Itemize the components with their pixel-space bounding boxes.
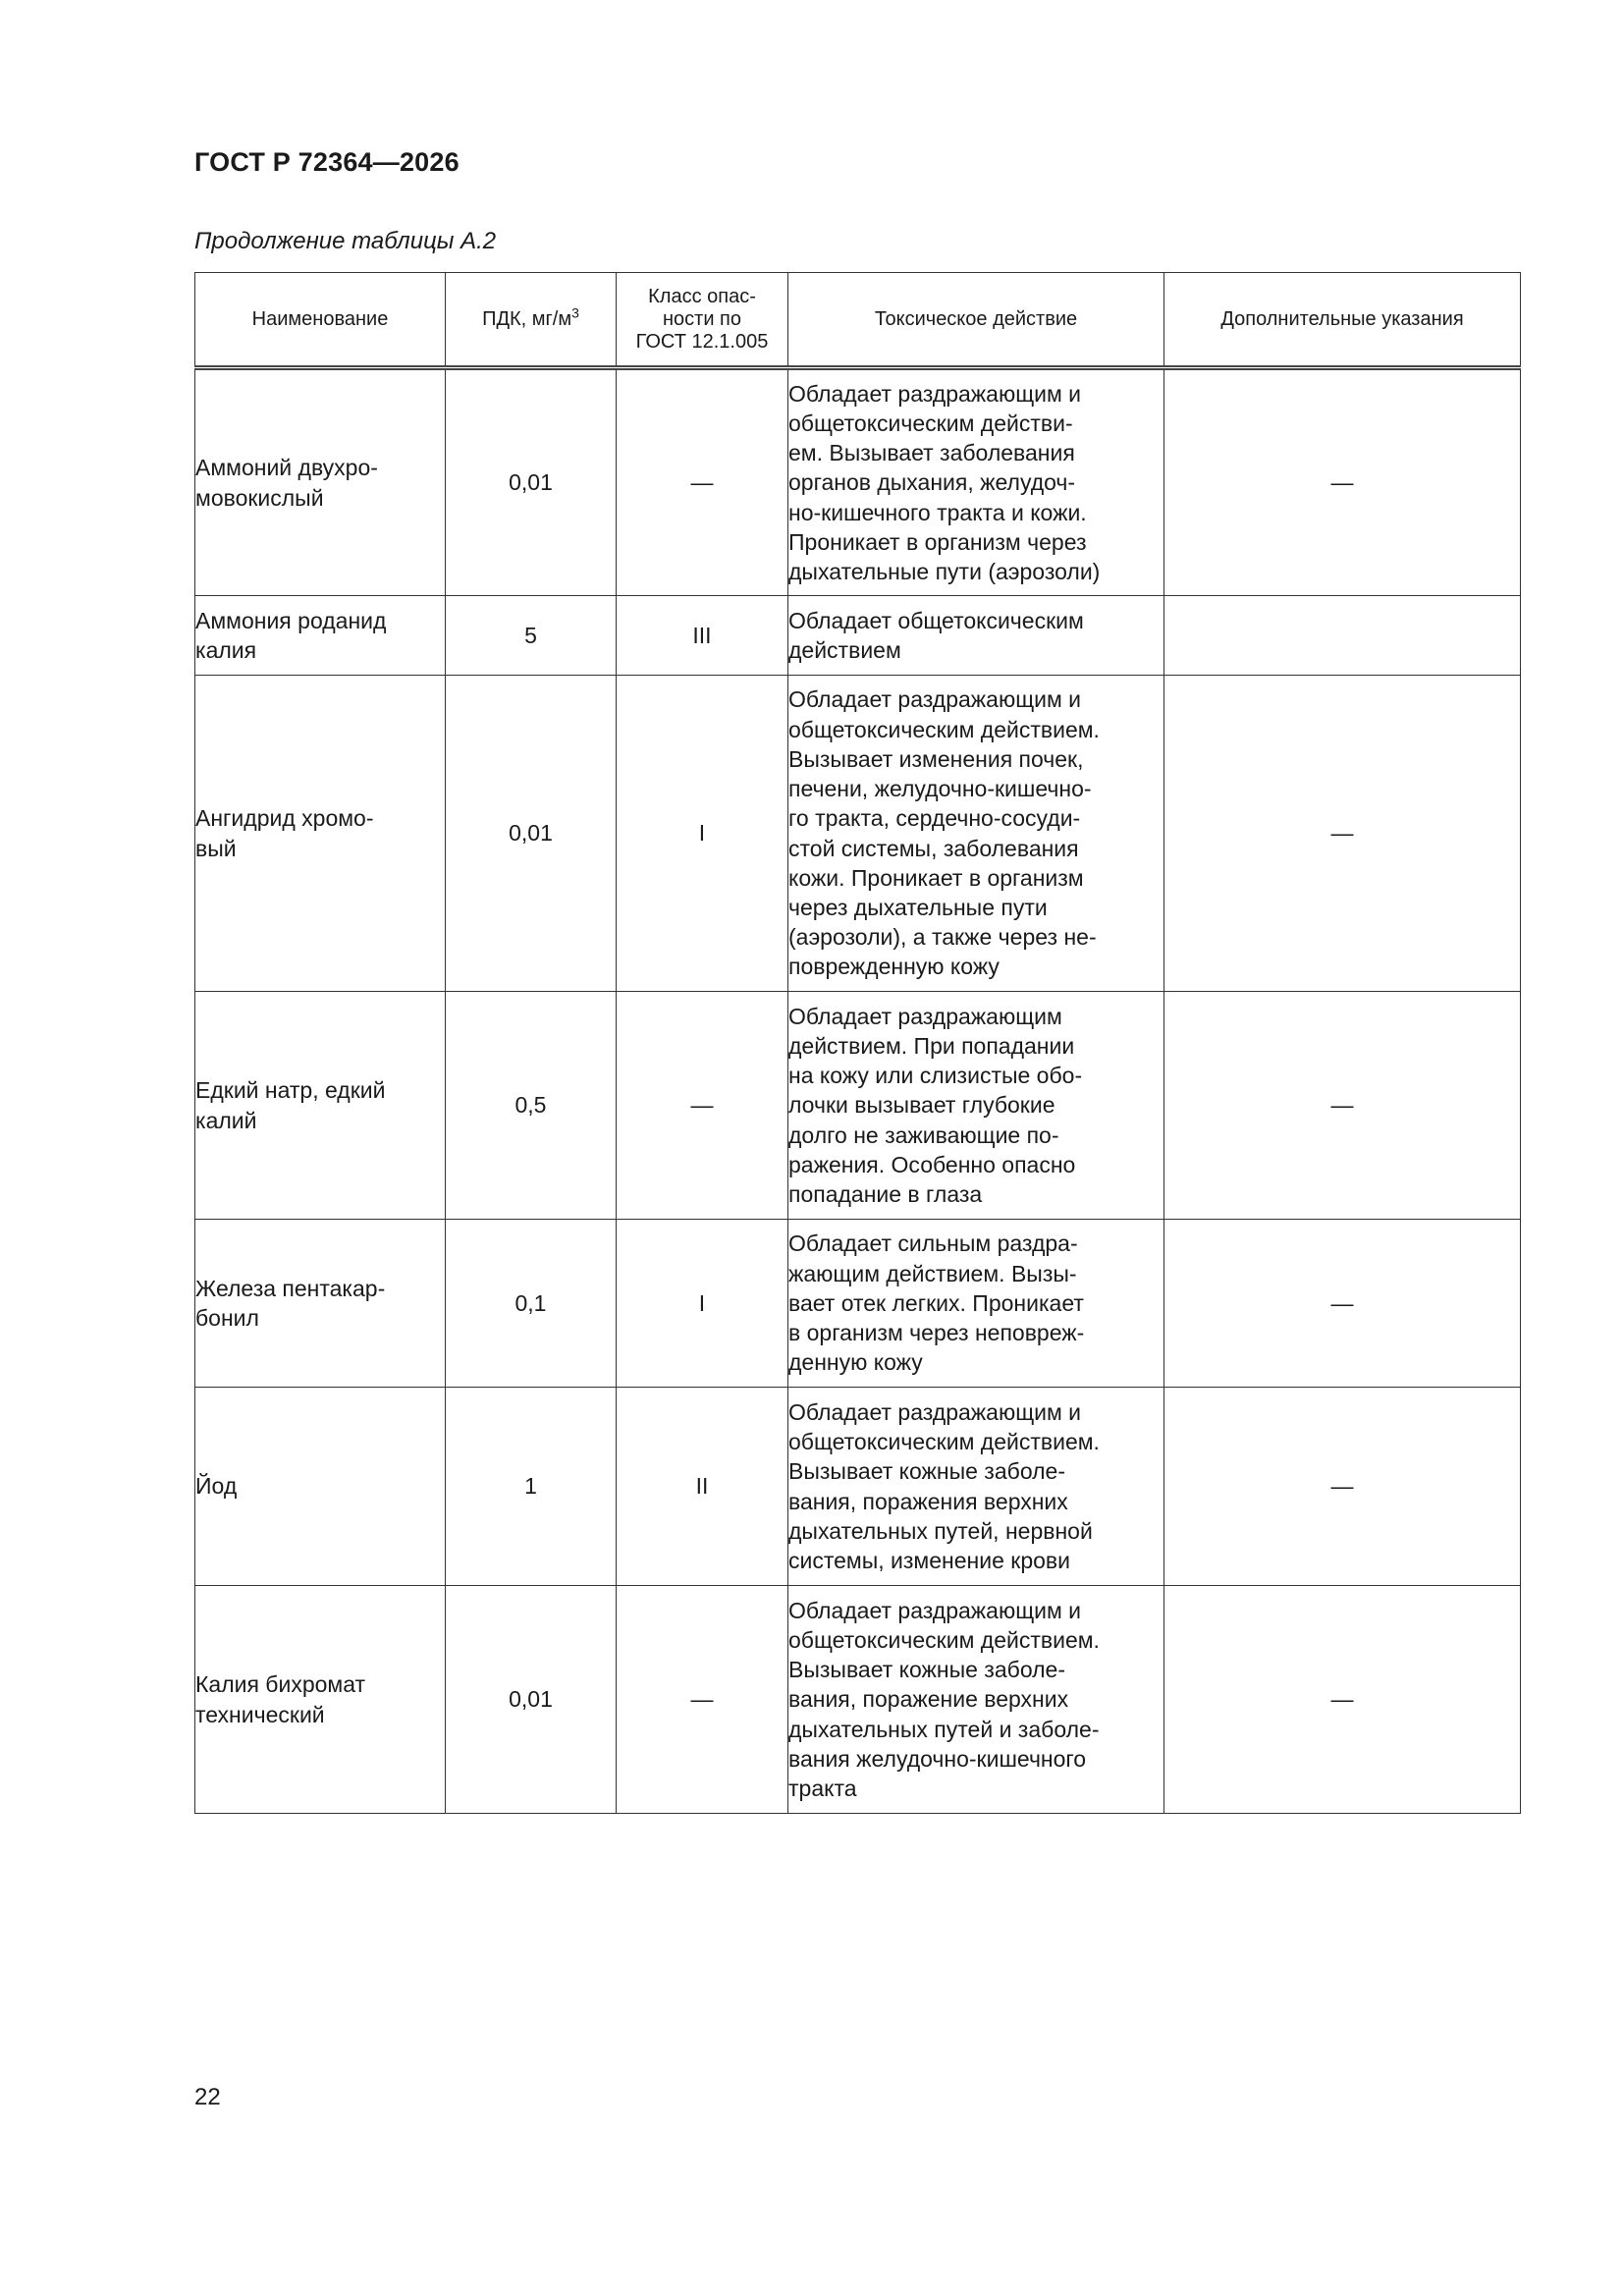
table-header-row — [195, 273, 1521, 368]
cell-notes: — — [1164, 1220, 1521, 1388]
cell-hazard-class: — — [617, 1586, 788, 1814]
cell-notes: — — [1164, 676, 1521, 992]
cell-toxic-action: Обладает раздражающим и общетоксическим действи- ем. Вызывает заболевания органов дыхания, желудоч- но-кишечного тракта и кожи. Проникает в организм через дыхательные пути (аэрозоли) — [788, 368, 1164, 596]
table-row — [195, 1586, 1521, 1814]
cell-hazard-class: I — [617, 1220, 788, 1388]
document-code: ГОСТ Р 72364—2026 — [194, 147, 460, 177]
cell-pdk: 5 — [446, 596, 617, 676]
cell-toxic-action: Обладает раздражающим действием. При попадании на кожу или слизистые обо- лочки вызывает глубокие долго не заживающие по- ражения. Особенно опасно попадание в глаза — [788, 992, 1164, 1220]
cell-pdk: 0,01 — [446, 368, 617, 596]
header-hazard-class: Класс опас- ности по ГОСТ 12.1.005 — [617, 273, 788, 368]
cell-hazard-class: III — [617, 596, 788, 676]
table-row — [195, 676, 1521, 992]
cell-pdk: 1 — [446, 1388, 617, 1586]
cell-hazard-class: — — [617, 992, 788, 1220]
cell-toxic-action: Обладает раздражающим и общетоксическим действием. Вызывает кожные заболе- вания, поражение верхних дыхательных путей и заболе- вания желудочно-кишечного тракта — [788, 1586, 1164, 1814]
cell-toxic-action: Обладает раздражающим и общетоксическим действием. Вызывает кожные заболе- вания, поражения верхних дыхательных путей, нервной системы, изменение крови — [788, 1388, 1164, 1586]
page-number: 22 — [194, 2084, 221, 2110]
hazard-table — [194, 272, 1521, 1814]
cell-pdk: 0,01 — [446, 676, 617, 992]
cell-name: Йод — [195, 1388, 446, 1586]
cell-name: Аммония роданид калия — [195, 596, 446, 676]
cell-notes: — — [1164, 992, 1521, 1220]
header-pdk — [446, 273, 617, 368]
cell-pdk: 0,01 — [446, 1586, 617, 1814]
cell-hazard-class: — — [617, 368, 788, 596]
header-notes: Дополнительные указания — [1164, 273, 1521, 368]
cell-pdk: 0,1 — [446, 1220, 617, 1388]
header-name: Наименование — [195, 273, 446, 368]
table-caption: Продолжение таблицы А.2 — [194, 228, 497, 254]
header-pdk-sup: 3 — [571, 303, 579, 320]
table-row — [195, 1388, 1521, 1586]
header-toxic-action: Токсическое действие — [788, 273, 1164, 368]
table-row — [195, 596, 1521, 676]
cell-hazard-class: I — [617, 676, 788, 992]
cell-name: Калия бихромат технический — [195, 1586, 446, 1814]
cell-toxic-action: Обладает сильным раздра- жающим действием. Вызы- вает отек легких. Проникает в организм через неповреж- денную кожу — [788, 1220, 1164, 1388]
cell-toxic-action: Обладает раздражающим и общетоксическим действием. Вызывает изменения почек, печени, желудочно-кишечно- го тракта, сердечно-сосуди- стой системы, заболевания кожи. Проникает в организм через дыхательные пути (аэрозоли), а также через не- поврежденную кожу — [788, 676, 1164, 992]
cell-notes: — — [1164, 368, 1521, 596]
table-body — [195, 368, 1521, 1814]
cell-hazard-class: II — [617, 1388, 788, 1586]
cell-name: Железа пентакар- бонил — [195, 1220, 446, 1388]
cell-notes — [1164, 596, 1521, 676]
cell-pdk: 0,5 — [446, 992, 617, 1220]
cell-name: Аммоний двухро- мовокислый — [195, 368, 446, 596]
cell-name: Едкий натр, едкий калий — [195, 992, 446, 1220]
table-row — [195, 368, 1521, 596]
header-pdk-label: ПДК, мг/м — [482, 307, 572, 330]
table-row — [195, 992, 1521, 1220]
table-row — [195, 1220, 1521, 1388]
cell-notes: — — [1164, 1388, 1521, 1586]
cell-toxic-action: Обладает общетоксическим действием — [788, 596, 1164, 676]
cell-name: Ангидрид хромо- вый — [195, 676, 446, 992]
cell-notes: — — [1164, 1586, 1521, 1814]
